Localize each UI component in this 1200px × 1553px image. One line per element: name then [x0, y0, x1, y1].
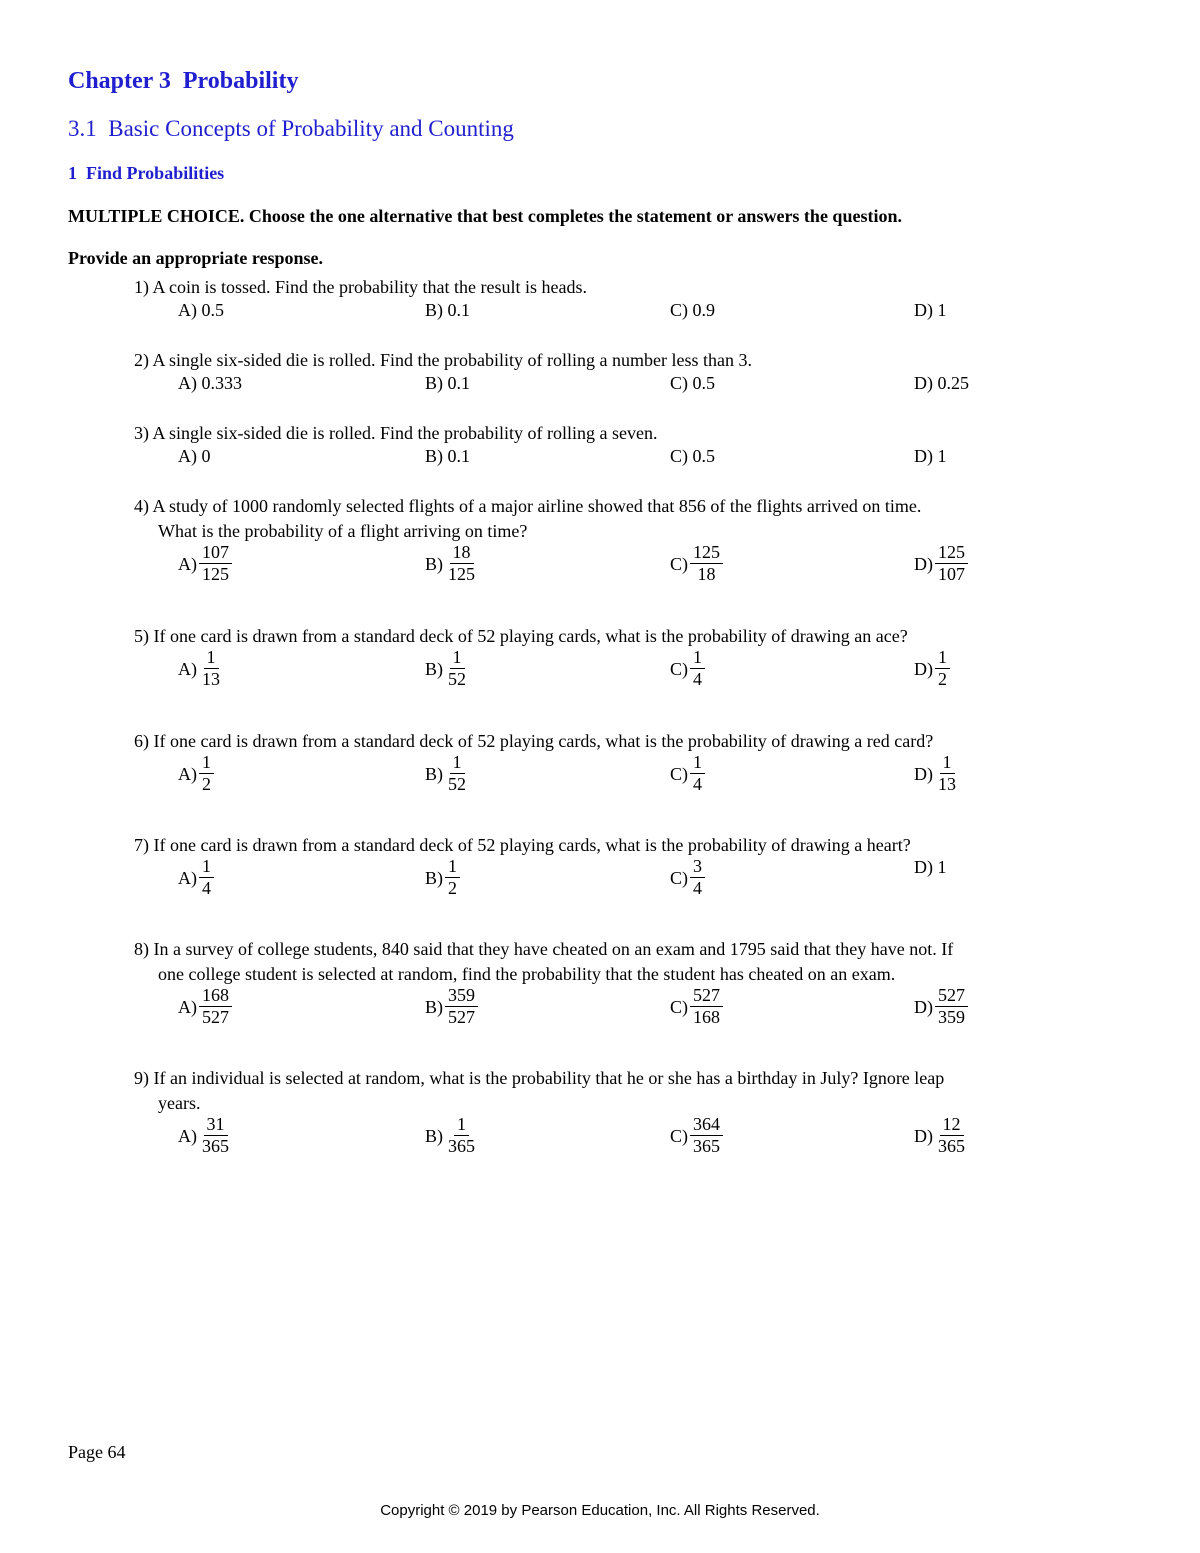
- fraction-numerator: 3: [690, 856, 705, 878]
- choice-label: D): [914, 553, 933, 574]
- question-text: [134, 937, 1104, 987]
- choice-label: A): [178, 373, 197, 393]
- question-text: [134, 833, 1104, 858]
- fraction-numerator: 168: [199, 985, 232, 1007]
- objective-title: 1 Find Probabilities: [68, 163, 225, 183]
- fraction-denominator: 2: [938, 669, 947, 689]
- fraction-numerator: 107: [199, 542, 232, 564]
- choice-label: C): [670, 658, 688, 679]
- question-text: [134, 275, 1104, 300]
- choice-value: 0.25: [933, 373, 969, 393]
- fraction: [690, 856, 705, 899]
- choice-label: D): [914, 658, 933, 679]
- answer-choice-d: [914, 1114, 968, 1157]
- choice-label: B): [425, 1125, 443, 1146]
- fraction-numerator: 364: [690, 1114, 723, 1136]
- answer-choice-b: [425, 985, 478, 1028]
- choice-label: A): [178, 763, 197, 784]
- fraction: [445, 856, 460, 899]
- choice-label: B): [425, 553, 443, 574]
- choice-label: A): [178, 446, 197, 466]
- section-title: 3.1 Basic Concepts of Probability and Counting: [68, 116, 514, 141]
- answer-choice-d: [914, 647, 950, 690]
- question-number: 9): [134, 1068, 154, 1088]
- fraction: [199, 542, 232, 585]
- answer-choice-c: [670, 445, 715, 467]
- fraction: [935, 752, 959, 795]
- fraction-numerator: 1: [454, 1114, 469, 1136]
- fraction: [199, 1114, 232, 1157]
- fraction: [690, 1114, 723, 1157]
- fraction: [199, 856, 214, 899]
- choice-label: A): [178, 553, 197, 574]
- fraction: [690, 752, 705, 795]
- fraction-numerator: 527: [690, 985, 723, 1007]
- answer-choice-c: [670, 542, 723, 585]
- fraction-denominator: 365: [448, 1136, 475, 1156]
- fraction-denominator: 2: [448, 878, 457, 898]
- choice-value: 0.5: [197, 300, 224, 320]
- fraction-denominator: 527: [448, 1007, 475, 1027]
- choice-value: 1: [933, 446, 947, 466]
- answer-choice-a: [178, 542, 232, 585]
- fraction: [935, 542, 968, 585]
- answer-choice-a: [178, 299, 224, 321]
- fraction-numerator: 12: [940, 1114, 964, 1136]
- fraction: [445, 1114, 478, 1157]
- question-stem: A single six-sided die is rolled. Find the probability of rolling a number less than 3.: [152, 350, 752, 370]
- fraction: [199, 752, 214, 795]
- choice-value: 0.5: [688, 446, 715, 466]
- answer-choice-d: [914, 372, 969, 394]
- fraction-denominator: 4: [693, 774, 702, 794]
- fraction: [690, 647, 705, 690]
- question-stem: If one card is drawn from a standard deck of 52 playing cards, what is the probability of drawing an ace?: [153, 626, 908, 646]
- question-line: [134, 277, 587, 297]
- fraction-denominator: 527: [202, 1007, 229, 1027]
- fraction-numerator: 527: [935, 985, 968, 1007]
- answer-choice-a: [178, 647, 223, 690]
- answer-choice-c: [670, 647, 705, 690]
- fraction: [445, 752, 469, 795]
- question-line: [134, 626, 908, 646]
- answer-choice-b: [425, 445, 470, 467]
- question-text: [134, 494, 1104, 544]
- choice-label: C): [670, 373, 688, 393]
- question-stem: If one card is drawn from a standard deck of 52 playing cards, what is the probability of drawing a red card?: [153, 731, 934, 751]
- fraction-denominator: 125: [448, 564, 475, 584]
- choice-label: B): [425, 300, 443, 320]
- choice-label: C): [670, 446, 688, 466]
- fraction-numerator: 1: [450, 752, 465, 774]
- fraction-denominator: 52: [448, 669, 466, 689]
- question-line: [134, 496, 921, 516]
- answer-choice-b: [425, 647, 469, 690]
- answer-choice-b: [425, 856, 460, 899]
- choice-label: A): [178, 658, 197, 679]
- choice-label: B): [425, 446, 443, 466]
- answer-choice-c: [670, 985, 723, 1028]
- answer-choice-d: [914, 752, 959, 795]
- fraction-numerator: 1: [199, 752, 214, 774]
- answer-choice-b: [425, 542, 478, 585]
- choice-label: A): [178, 1125, 197, 1146]
- fraction-numerator: 31: [204, 1114, 228, 1136]
- answer-choice-a: [178, 1114, 232, 1157]
- fraction-denominator: 13: [202, 669, 220, 689]
- question-line: [134, 1068, 944, 1088]
- fraction-denominator: 168: [693, 1007, 720, 1027]
- choice-label: B): [425, 658, 443, 679]
- chapter-title: Chapter 3 Probability: [68, 68, 299, 94]
- fraction-numerator: 125: [690, 542, 723, 564]
- fraction-numerator: 1: [935, 647, 950, 669]
- question-stem: A study of 1000 randomly selected flights of a major airline showed that 856 of the flights arrived on time.: [152, 496, 922, 516]
- fraction-denominator: 18: [697, 564, 716, 584]
- fraction: [199, 985, 232, 1028]
- question-text: [134, 421, 1104, 446]
- question-stem-continued: What is the probability of a flight arriving on time?: [158, 521, 528, 541]
- fraction-numerator: 1: [204, 647, 219, 669]
- copyright-notice: Copyright © 2019 by Pearson Education, Inc. All Rights Reserved.: [380, 1502, 820, 1519]
- fraction-denominator: 125: [202, 564, 229, 584]
- fraction: [935, 647, 950, 690]
- question-text: [134, 624, 1104, 649]
- fraction-denominator: 107: [938, 564, 965, 584]
- choice-label: A): [178, 867, 197, 888]
- question-number: 3): [134, 423, 153, 443]
- fraction-numerator: 1: [199, 856, 214, 878]
- question-number: 2): [134, 350, 153, 370]
- choice-label: C): [670, 553, 688, 574]
- choice-label: C): [670, 867, 688, 888]
- question-line: [134, 423, 657, 443]
- question-stem: If one card is drawn from a standard deck of 52 playing cards, what is the probability of drawing a heart?: [153, 835, 911, 855]
- choice-value: 0.1: [443, 300, 470, 320]
- question-text: [134, 348, 1104, 373]
- fraction-denominator: 365: [693, 1136, 720, 1156]
- choice-label: A): [178, 996, 197, 1017]
- answer-choice-a: [178, 856, 214, 899]
- question-number: 8): [134, 939, 154, 959]
- answer-choice-c: [670, 856, 705, 899]
- fraction-numerator: 18: [450, 542, 474, 564]
- fraction-denominator: 365: [202, 1136, 229, 1156]
- answer-choice-d: [914, 985, 968, 1028]
- fraction: [445, 647, 469, 690]
- choice-value: 0: [197, 446, 211, 466]
- choice-label: D): [914, 446, 933, 466]
- question-line: [134, 731, 933, 751]
- page-number: Page 64: [68, 1442, 126, 1462]
- choice-label: D): [914, 373, 933, 393]
- question-stem-continued: years.: [158, 1093, 201, 1113]
- question-line: [134, 835, 911, 855]
- question-text: [134, 1066, 1104, 1116]
- choice-label: C): [670, 1125, 688, 1146]
- fraction-denominator: 52: [448, 774, 466, 794]
- answer-choice-a: [178, 445, 211, 467]
- fraction-numerator: 125: [935, 542, 968, 564]
- response-prompt: Provide an appropriate response.: [68, 248, 324, 268]
- fraction-denominator: 13: [938, 774, 956, 794]
- choice-label: D): [914, 857, 933, 877]
- choice-label: C): [670, 996, 688, 1017]
- answer-choice-a: [178, 372, 242, 394]
- fraction-denominator: 2: [202, 774, 211, 794]
- choice-label: B): [425, 763, 443, 784]
- answer-choice-d: [914, 299, 947, 321]
- question-stem: In a survey of college students, 840 said that they have cheated on an exam and 1795 said that they have not. If: [153, 939, 954, 959]
- choice-value: 0.5: [688, 373, 715, 393]
- question-text: [134, 729, 1104, 754]
- question-number: 5): [134, 626, 154, 646]
- fraction: [935, 1114, 968, 1157]
- choice-value: 0.9: [688, 300, 715, 320]
- fraction-denominator: 4: [202, 878, 211, 898]
- choice-value: 0.333: [197, 373, 242, 393]
- question-number: 6): [134, 731, 154, 751]
- answer-choice-d: [914, 856, 947, 878]
- answer-choice-b: [425, 752, 469, 795]
- fraction: [199, 647, 223, 690]
- fraction-numerator: 359: [445, 985, 478, 1007]
- answer-choice-d: [914, 445, 947, 467]
- answer-choice-c: [670, 1114, 723, 1157]
- fraction-denominator: 4: [693, 878, 702, 898]
- fraction-numerator: 1: [940, 752, 955, 774]
- question-stem: A single six-sided die is rolled. Find the probability of rolling a seven.: [152, 423, 658, 443]
- fraction-numerator: 1: [690, 752, 705, 774]
- choice-label: D): [914, 763, 933, 784]
- answer-choice-c: [670, 752, 705, 795]
- choice-label: A): [178, 300, 197, 320]
- question-number: 4): [134, 496, 153, 516]
- answer-choice-c: [670, 372, 715, 394]
- answer-choice-d: [914, 542, 968, 585]
- question-number: 7): [134, 835, 154, 855]
- question-stem-continued: one college student is selected at random, find the probability that the student has cheated on an exam.: [158, 964, 896, 984]
- answer-choice-a: [178, 752, 214, 795]
- fraction: [935, 985, 968, 1028]
- answer-choice-a: [178, 985, 232, 1028]
- fraction: [690, 542, 723, 585]
- question-line: [134, 939, 953, 959]
- fraction-denominator: 359: [938, 1007, 965, 1027]
- question-stem: A coin is tossed. Find the probability that the result is heads.: [152, 277, 587, 297]
- fraction: [690, 985, 723, 1028]
- choice-value: 1: [933, 300, 947, 320]
- question-stem: If an individual is selected at random, what is the probability that he or she has a birthday in July? Ignore leap: [153, 1068, 945, 1088]
- choice-label: B): [425, 867, 443, 888]
- fraction-denominator: 4: [693, 669, 702, 689]
- choice-label: D): [914, 996, 933, 1017]
- choice-value: 0.1: [443, 446, 470, 466]
- fraction-denominator: 365: [938, 1136, 965, 1156]
- answer-choice-b: [425, 1114, 478, 1157]
- question-number: 1): [134, 277, 153, 297]
- answer-choice-c: [670, 299, 715, 321]
- fraction-numerator: 1: [445, 856, 460, 878]
- answer-choice-b: [425, 372, 470, 394]
- answer-choice-b: [425, 299, 470, 321]
- fraction-numerator: 1: [690, 647, 705, 669]
- choice-label: D): [914, 1125, 933, 1146]
- fraction-numerator: 1: [450, 647, 465, 669]
- choice-value: 0.1: [443, 373, 470, 393]
- choice-label: B): [425, 373, 443, 393]
- question-line: [134, 350, 752, 370]
- fraction: [445, 985, 478, 1028]
- choice-label: B): [425, 996, 443, 1017]
- choice-label: C): [670, 300, 688, 320]
- choice-label: D): [914, 300, 933, 320]
- choice-value: 1: [933, 857, 947, 877]
- choice-label: C): [670, 763, 688, 784]
- instructions: MULTIPLE CHOICE. Choose the one alternative that best completes the statement or answers the question.: [68, 206, 902, 226]
- fraction: [445, 542, 478, 585]
